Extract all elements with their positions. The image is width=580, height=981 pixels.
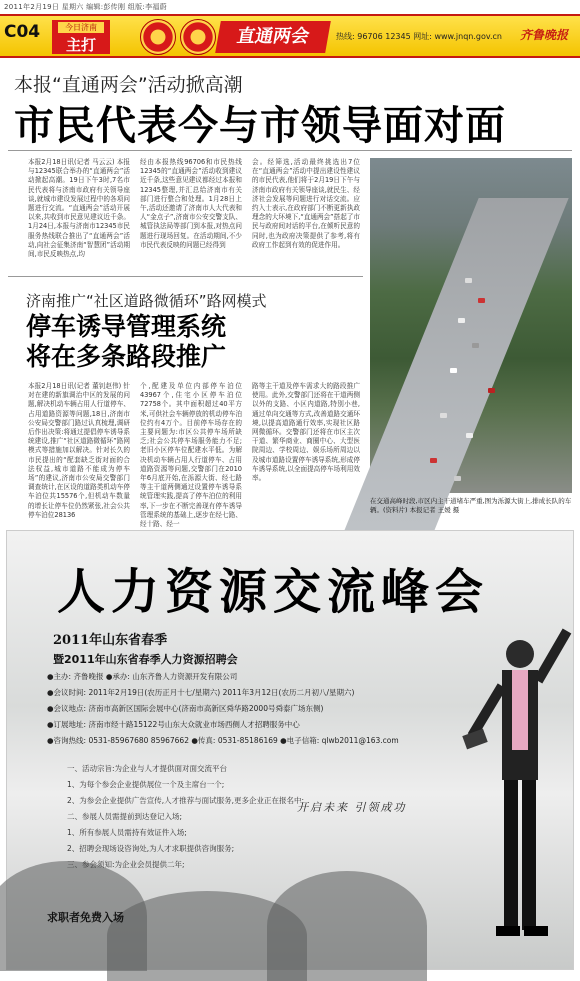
article2-headline-line2: 将在多条路段推广 (26, 342, 227, 371)
article2-column-3: 路等主干道及停车需求大的路段推广使用。此外,交警部门还将在干道两侧以外的支路、小区内道路,特别小巷,通过单向交通等方式,改善道路交通环境,以提高道路通行效率,实现社区路网微循环。交警部门还将在市区主次干道、繁华商业、商圈中心、大型医院周边、学校周边、娱乐场所周边以及城市道路设置停车诱导系统,形成停车诱导系统,以全面提高停车场利用效率。 (252, 382, 360, 483)
article1-headline: 市民代表今与市领导面对面 (14, 103, 506, 149)
car-shape (465, 278, 472, 283)
car-shape (454, 476, 461, 481)
article2-column-1: 本报2月18日讯(记者 董钊赵伟) 针对在建的新旗调治中区的发展的问题,解决机动车辆占用人行道停车、占用道路资源等问题,18日,济南市公安局交警部门路过认真梳理,调研后作出决策:将通过提倡停车诱导系统建设,推广“社区道路微循环”路网模式等措施加以解决。针对长久的市民提出的“配套缺乏街对面的合法权益,城市道路不能成为停车场”的建议,济南市公安局交警部门调查统计,在区设的道路类机动车停车泊位共15576个,但机动车数量的增长让停车位仍然紧张,社会公共停车泊位28136 (28, 382, 130, 519)
ad-date: ●会议时间: 2011年2月19日(农历正月十七/星期六) 2011年3月12日(农历二月初八/星期六) (47, 688, 355, 697)
ad-list-item: 三、参会须知:为企业会员提供二年; (67, 860, 185, 869)
ad-slogan: 开启未来 引领成功 (297, 801, 407, 814)
ad-subtitle: 2011年山东省春季 (53, 633, 168, 648)
date-line: 2011年2月19日 星期六 编辑:彭传刚 组版:李福蔚 (4, 3, 167, 11)
section-main: 主打 (65, 36, 96, 54)
ad-booking-address: ●订展地址: 济南市经十路15122号山东大众就业市场西侧人才招聘服务中心 (47, 720, 300, 729)
car-shape (478, 298, 485, 303)
traffic-photo (370, 158, 572, 493)
car-shape (472, 343, 479, 348)
ad-organizer: ●主办: 齐鲁晚报 ●承办: 山东齐鲁人力资源开发有限公司 (47, 672, 238, 681)
hotline: 热线: 96706 12345 网址: www.jnqn.gov.cn (336, 32, 502, 41)
divider (8, 276, 363, 277)
car-shape (430, 458, 437, 463)
page-number: C04 (4, 22, 41, 42)
article2-headline-line1: 停车诱导管理系统 (26, 312, 227, 341)
photo-caption: 在交通高峰时段,市区内主干道堵车严重,图为泺源大街上,排成长队的车辆。(资料片) 本报记者 王媛 摄 (370, 497, 572, 514)
article1-kicker: 本报“直通两会”活动掀高潮 (14, 74, 243, 96)
advertisement (6, 530, 574, 970)
article1-column-1: 本报2月18日讯(记者 马云云) 本报与12345联合举办的“直通两会”活动掀起高潮。19日下午3时,7名市民代表将与济南市政府有关领导座谈,就城市建设发展过程中的各项问题进行交流。“直通两会”活动开展以来,共收到市民意见建议近千条。1月24日,本报与济南市12345市民服务热线联合推出了“直通两会”活动,向社会征集济南“智慧团”活动期间,市民反映热点,均 (28, 158, 130, 259)
divider (8, 150, 572, 151)
ad-venue: ●会议地点: 济南市高新区国际会展中心(济南市高新区舜华路2000号舜泰广场东侧) (47, 704, 324, 713)
article1-column-3: 会。经筛选,活动最终挑选出7位在“直通两会”活动中提出建设性建议的市民代表,他们将于2月19日下午与济南市政府有关领导座谈,就民生、经济社会发展等问题进行对话交流。应约入士表示,在政府部门不断更新执政理念的大环境下,“直通两会”搭起了市民与政府间对话的平台,在倾听民意的同时,也为政府决策提供了参考,将有政府工作起到有效的促进作用。 (252, 158, 360, 249)
emblem-icon (140, 19, 176, 55)
car-shape (488, 388, 495, 393)
ad-join-note: 求职者免费入场 (47, 911, 124, 924)
businessman-figure (462, 626, 572, 966)
ad-list-item: 一、活动宗旨:为企业与人才提供面对面交流平台 (67, 764, 228, 773)
ad-contact: ●咨询热线: 0531-85967680 85967662 ●传真: 0531-85186169 ●电子信箱: qlwb2011@163.com (47, 736, 399, 745)
ad-title: 人力资源交流峰会 (57, 564, 490, 620)
section-top: 今日济南 (58, 22, 104, 33)
article1-column-2: 经由本报热线96706和市民热线12345的“直通两会”活动收到建议近千条,这些意见建议都经过本报和12345整理,并汇总给济南市有关部门进行整合和处理。1月28日上午,活动还邀请了济南市人大代表和人“金点子”,济南市公安交警支队、城管执法局等部门到本报,对热点问题进行现场回复。在活动期间,不少市民代表反映的问题已经得到 (140, 158, 242, 249)
mountain-shape (267, 871, 427, 981)
ad-subtitle-2: 暨2011年山东省春季人力资源招聘会 (53, 653, 238, 666)
emblem-icon (180, 19, 216, 55)
article2-headline (26, 312, 226, 372)
paper-logo: 齐鲁晚报 (520, 28, 569, 42)
ad-list-item: 二、参展人员需提前到达登记入场; (67, 812, 183, 821)
ad-list-item: 2、招聘会现场设咨询处,为人才求职提供咨询服务; (67, 844, 235, 853)
ad-list-item: 1、为每个参会企业提供展位一个及主席台一个; (67, 780, 225, 789)
ad-list-item: 2、为参会企业提供广告宣传,人才推荐与面试服务,更多企业正在报名中; (67, 796, 305, 805)
ad-list-item: 1、所有参展人员需持有效证件入场; (67, 828, 187, 837)
car-shape (458, 318, 465, 323)
car-shape (440, 413, 447, 418)
masthead-banner (0, 14, 580, 58)
article2-kicker: 济南推广“社区道路微循环”路网模式 (26, 292, 267, 310)
column-name: 直通两会 (215, 21, 331, 53)
section-block (52, 20, 110, 54)
car-shape (466, 433, 473, 438)
article2-column-2: 个,配建及单位内部停车泊位43967个,住宅小区停车泊位72758个。其中面积超过40平方米,可供社会车辆停放的机动停车泊位约有4万个。目前停车场存在的主要问题为:市区公共停车场所缺乏;社会公共停车场服务能力不足;老旧小区停车位配建水平低。为解决机动车辆占用人行道停车、占用道路资源等问题,交警部门在2010年6月底开始,在泺源大街、经七路等主干道两侧通过设置停车诱导系统管理实践,提高了停车泊位的利用率,下一步在不断完善现有停车诱导管理系统的基础上,逐步在经七路、经十路、经一 (140, 382, 242, 529)
car-shape (450, 368, 457, 373)
